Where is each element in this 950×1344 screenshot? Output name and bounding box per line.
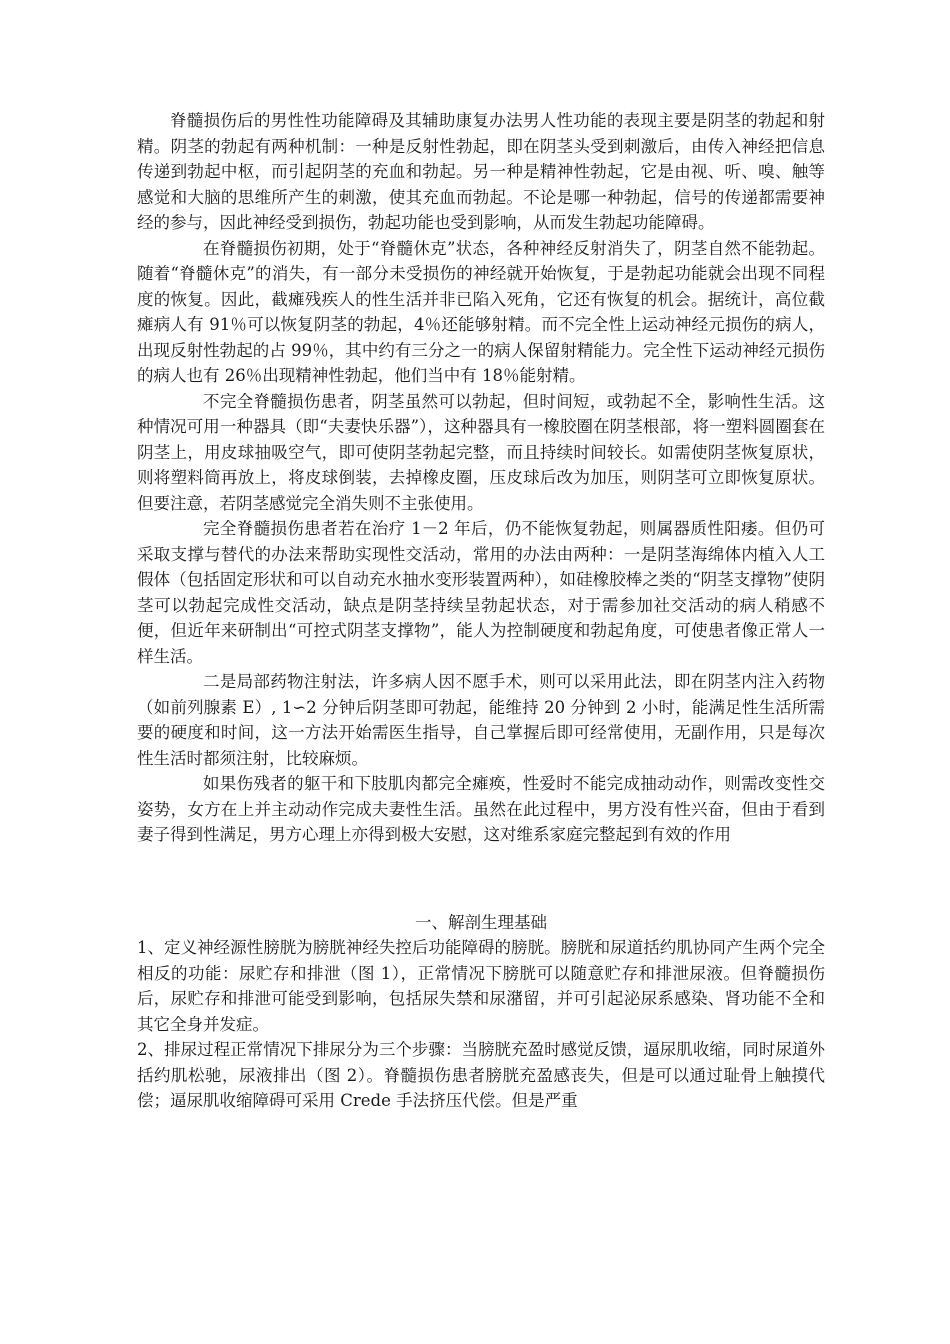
paragraph-1: 脊髓损伤后的男性性功能障碍及其辅助康复办法男人性功能的表现主要是阴茎的勃起和射精。阴茎的勃起有两种机制：一种是反射性勃起，即在阴茎头受到刺激后，由传入神经把信息传递到勃起中枢，而引起阴茎的充血和勃起。另一种是精神性勃起，它是由视、听、嗅、触等感觉和大脑的思维所产生的刺激，使其充血而勃起。不论是哪一种勃起，信号的传递都需要神经的参与，因此神经受到损伤，勃起功能也受到影响，从而发生勃起功能障碍。 bbox=[137, 111, 825, 232]
paragraph-5: 二是局部药物注射法，许多病人因不愿手术，则可以采用此法，即在阴茎内注入药物（如前列腺素 E）, 1∽2 分钟后阴茎即可勃起，能维持 20 分钟到 2 小时，能满足性生活所需要的硬度和时间，这一方法开始需医生指导，自己掌握后即可经常使用，无副作用，只是每次性生活时都须注射，比较麻烦。 bbox=[137, 672, 825, 768]
paragraph-3: 不完全脊髓损伤患者，阴茎虽然可以勃起，但时间短，或勃起不全，影响性生活。这种情况可用一种器具（即“夫妻快乐器”），这种器具有一橡胶圈在阴茎根部，将一塑料圆圈套在阴茎上，用皮球抽吸空气，即可使阴茎勃起完整，而且持续时间较长。如需使阴茎恢复原状，则将塑料筒再放上，将皮球倒装，去掉橡皮圈，压皮球后改为加压，则阴茎可立即恢复原状。但要注意，若阴茎感觉完全消失则不主张使用。 bbox=[137, 391, 825, 513]
paragraph-2: 在脊髓损伤初期，处于“脊髓休克”状态，各种神经反射消失了，阴茎自然不能勃起。随着“脊髓休克”的消失，有一部分未受损伤的神经就开始恢复，于是勃起功能就会出现不同程度的恢复。因此，截瘫残疾人的性生活并非已陷入死角，它还有恢复的机会。据统计，高位截瘫病人有 91％可以恢复阴茎的勃起，4％还能够射精。而不完全性上运动神经元损伤的病人，出现反射性勃起的占 99％，其中约有三分之一的病人保留射精能力。完全性下运动神经元损伤的病人也有 26％出现精神性勃起，他们当中有 18％能射精。 bbox=[137, 238, 825, 385]
section-paragraph-1: 1、定义神经源性膀胱为膀胱神经失控后功能障碍的膀胱。膀胱和尿道括约肌协同产生两个完全相反的功能：尿贮存和排泄（图 1），正常情况下膀胱可以随意贮存和排泄尿液。但脊髓损伤后，尿贮存和排泄可能受到影响，包括尿失禁和尿潴留，并可引起泌尿系感染、肾功能不全和其它全身并发症。 bbox=[137, 938, 825, 1034]
section-heading: 一、解剖生理基础 bbox=[415, 912, 547, 932]
paragraph-6: 如果伤残者的躯干和下肢肌肉都完全瘫痪，性爱时不能完成抽动动作，则需改变性交姿势，女方在上并主动动作完成夫妻性生活。虽然在此过程中，男方没有性兴奋，但由于看到妻子得到性满足，男方心理上亦得到极大安慰，这对维系家庭完整起到有效的作用 bbox=[137, 774, 825, 844]
document-page bbox=[137, 108, 825, 1114]
section-paragraph-2: 2、排尿过程正常情况下排尿分为三个步骤：当膀胱充盈时感觉反馈，逼尿肌收缩，同时尿道外括约肌松驰，尿液排出（图 2）。脊髓损伤患者膀胱充盈感丧失，但是可以通过耻骨上触摸代偿；逼尿肌收缩障碍可采用 Crede 手法挤压代偿。但是严重 bbox=[137, 1040, 825, 1110]
paragraph-4: 完全脊髓损伤患者若在治疗 1－2 年后，仍不能恢复勃起，则属器质性阳痿。但仍可采取支撑与替代的办法来帮助实现性交活动，常用的办法由两种：一是阴茎海绵体内植入人工假体（包括固定形状和可以自动充水抽水变形装置两种），如硅橡胶棒之类的“阴茎支撑物”使阴茎可以勃起完成性交活动，缺点是阴茎持续呈勃起状态，对于需参加社交活动的病人稍感不便，但近年来研制出“可控式阴茎支撑物”，能人为控制硬度和勃起角度，可使患者像正常人一样生活。 bbox=[137, 519, 825, 666]
